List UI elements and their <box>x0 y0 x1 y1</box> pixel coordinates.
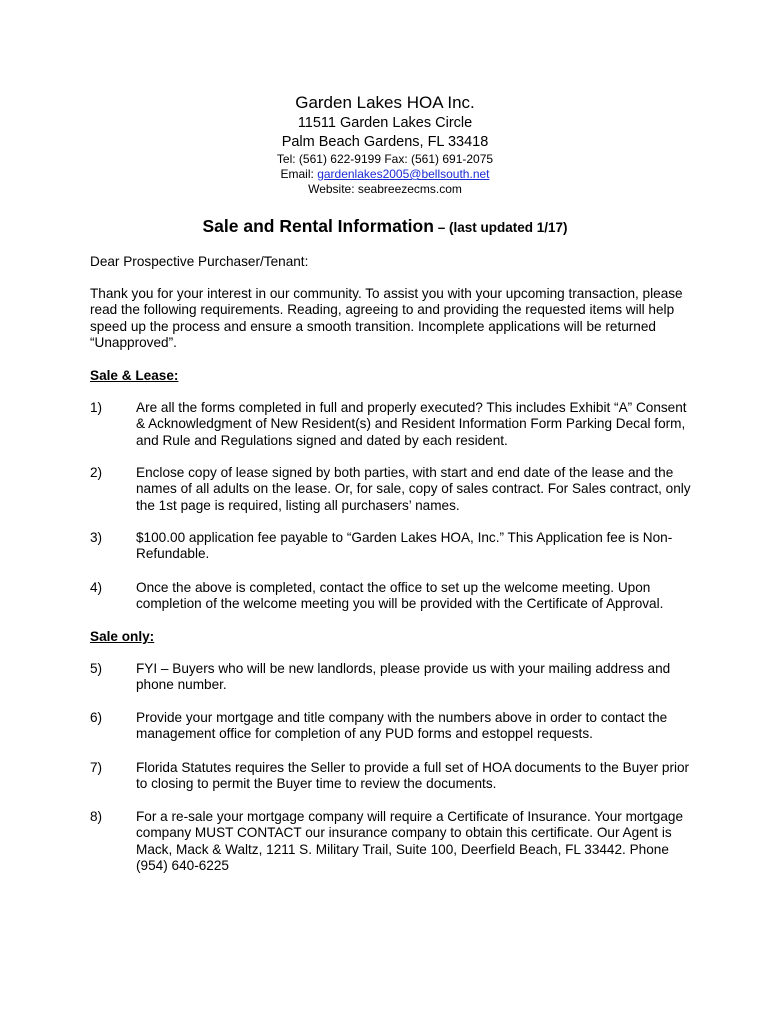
letterhead <box>0 92 770 197</box>
address-line-2: Palm Beach Gardens, FL 33418 <box>281 134 489 150</box>
section-heading-sale-lease: Sale & Lease: <box>90 368 179 383</box>
item-text: Florida Statutes requires the Seller to provide a full set of HOA documents to the Buyer prior to closing to permit the Buyer time to review the documents. <box>136 760 690 792</box>
intro-paragraph: Thank you for your interest in our community. To assist you with your upcoming transaction, please read the following requirements. Reading, agreeing to and providing the requested items will help speed up the process and ensure a smooth transition. Incomplete applications will be returned “Unapproved”. <box>90 286 683 350</box>
email-label: Email: <box>280 167 318 181</box>
address-line-1: 11511 Garden Lakes Circle <box>297 115 473 131</box>
item-number: 6) <box>90 710 103 725</box>
item-number: 5) <box>90 661 103 676</box>
item-number: 3) <box>90 530 103 545</box>
item-text: Provide your mortgage and title company with the numbers above in order to contact the management office for completion of any PUD forms and estoppel requests. <box>136 710 668 742</box>
title-main: Sale and Rental Information <box>202 216 434 236</box>
item-number: 8) <box>90 809 103 824</box>
title-updated: – (last updated 1/17) <box>433 220 568 235</box>
salutation: Dear Prospective Purchaser/Tenant: <box>90 254 309 269</box>
item-text: FYI – Buyers who will be new landlords, please provide us with your mailing address and phone number. <box>136 661 671 693</box>
document-title <box>0 214 770 240</box>
email-link[interactable]: gardenlakes2005@bellsouth.net <box>317 167 490 181</box>
item-number: 4) <box>90 580 103 595</box>
item-number: 1) <box>90 400 103 415</box>
website-line: Website: seabreezecms.com <box>308 182 462 196</box>
item-text: Are all the forms completed in full and properly executed? This includes Exhibit “A” Consent & Acknowledgment of New Resident(s) and Resident Information Form Parking Decal form, and Rule and Regulations signed and dated by each resident. <box>136 400 687 448</box>
item-number: 7) <box>90 760 103 775</box>
item-text: For a re-sale your mortgage company will require a Certificate of Insurance. Your mortgage company MUST CONTACT our insurance company to obtain this certificate. Our Agent is Mack, Mack & Waltz, 1211 S. Military Trail, Suite 100, Deerfield Beach, FL 33442. Phone (954) 640-6225 <box>136 809 684 873</box>
org-name: Garden Lakes HOA Inc. <box>295 93 475 112</box>
item-text: Enclose copy of lease signed by both parties, with start and end date of the lease and the names of all adults on the lease. Or, for sale, copy of sales contract. For Sales contract, only the 1st page is required, listing all purchasers’ names. <box>136 465 691 513</box>
email-line <box>0 167 770 182</box>
section-heading-sale-only: Sale only: <box>90 629 155 644</box>
item-text: Once the above is completed, contact the office to set up the welcome meeting. Upon completion of the welcome meeting you will be provided with the Certificate of Approval. <box>136 580 664 612</box>
item-number: 2) <box>90 465 103 480</box>
item-text: $100.00 application fee payable to “Garden Lakes HOA, Inc.” This Application fee is Non- Refundable. <box>136 530 673 562</box>
phone-fax: Tel: (561) 622-9199 Fax: (561) 691-2075 <box>276 152 494 166</box>
